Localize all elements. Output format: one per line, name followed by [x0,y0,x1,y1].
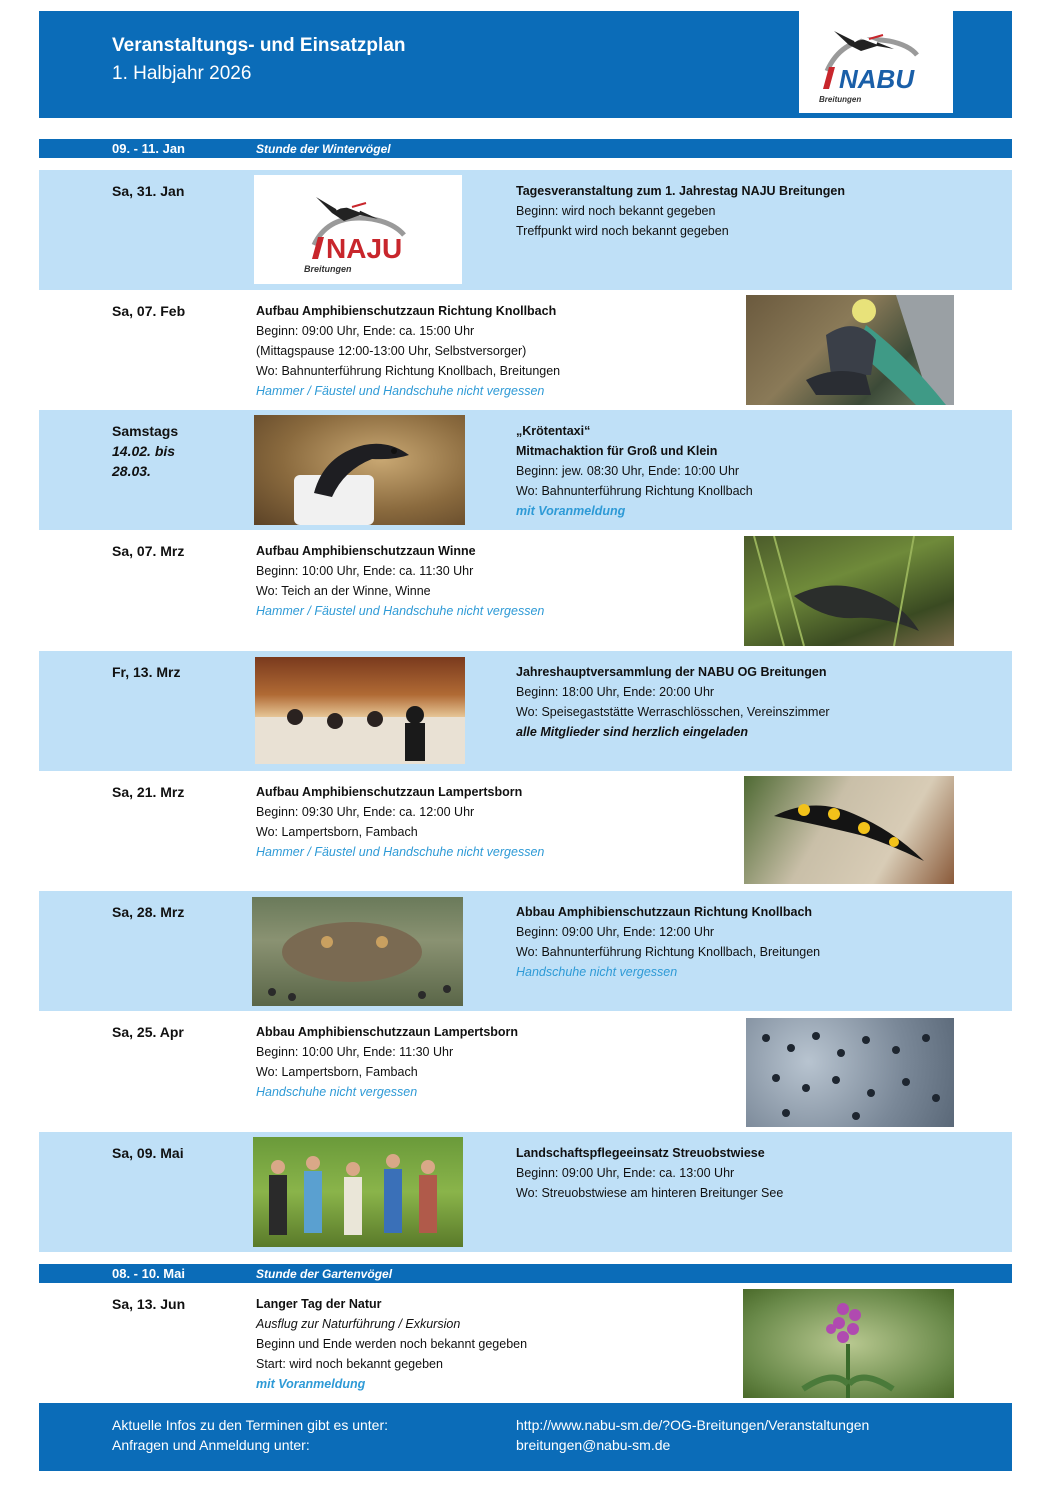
footer-bar [39,1403,1012,1471]
event-note: Hammer / Fäustel und Handschuhe nicht vergessen [256,604,545,618]
stork-logo-icon [799,11,953,113]
event-note: alle Mitglieder sind herzlich eingeladen [516,725,749,739]
highlight-bar-garden [39,1264,1012,1283]
photo-meeting-room [255,657,465,764]
event-date: Sa, 25. Apr [112,1024,184,1040]
event-date: Sa, 13. Jun [112,1296,186,1312]
salamander-icon [744,776,954,884]
nabu-logo [799,11,953,113]
event-line: Wo: Bahnunterführung Richtung Knollbach, Breitungen [516,945,821,959]
svg-text:Breitungen: Breitungen [304,264,352,274]
photo-toads [252,897,463,1006]
footer-labels [112,1415,388,1455]
event-line: Beginn: jew. 08:30 Uhr, Ende: 10:00 Uhr [516,464,740,478]
highlight-bar-winter [39,139,1012,158]
event-date: Sa, 28. Mrz [112,904,185,920]
event-line: Start: wird noch bekannt gegeben [256,1357,443,1371]
event-line: Beginn: 10:00 Uhr, Ende: ca. 11:30 Uhr [256,564,474,578]
event-date: Sa, 07. Mrz [112,543,185,559]
event-details [256,301,560,401]
event-title: Langer Tag der Natur [256,1297,382,1311]
event-line: Beginn: 09:00 Uhr, Ende: ca. 15:00 Uhr [256,324,475,338]
event-note: Handschuhe nicht vergessen [256,1085,418,1099]
photo-volunteers [253,1137,463,1247]
event-line: Beginn: 18:00 Uhr, Ende: 20:00 Uhr [516,685,715,699]
event-line: Beginn: 09:30 Uhr, Ende: ca. 12:00 Uhr [256,805,475,819]
event-note: Handschuhe nicht vergessen [516,965,678,979]
event-line: Beginn: 09:00 Uhr, Ende: ca. 13:00 Uhr [516,1166,735,1180]
event-line: Wo: Bahnunterführung Richtung Knollbach, Breitungen [256,364,561,378]
photo-orchid [743,1289,954,1398]
event-date: Sa, 31. Jan [112,183,185,199]
event-date-to: 28.03. [112,463,151,479]
event-details [516,902,820,982]
event-date: Fr, 13. Mrz [112,664,181,680]
bar-date: 09. - 11. Jan [112,141,185,156]
event-details [516,181,845,241]
bar-title: Stunde der Wintervögel [256,142,391,156]
event-subtitle: Ausflug zur Naturführung / Exkursion [256,1317,461,1331]
event-note: mit Voranmeldung [516,504,626,518]
stork-logo-icon [254,175,462,284]
event-title: „Krötentaxi“ [516,424,591,438]
person-icon [746,295,954,405]
photo-frogspawn [746,1018,954,1127]
event-title: Tagesveranstaltung zum 1. Jahrestag NAJU Breitungen [516,184,846,198]
event-details [516,662,830,742]
event-details [256,1022,518,1102]
photo-newt-grass [744,536,954,646]
footer-info-label: Aktuelle Infos zu den Terminen gibt es unter: [112,1417,389,1433]
event-date-from: 14.02. bis [112,443,176,459]
photo-newt [254,415,465,525]
event-line: Beginn: 09:00 Uhr, Ende: 12:00 Uhr [516,925,715,939]
event-note: mit Voranmeldung [256,1377,366,1391]
event-details [516,1143,783,1203]
event-date: Sa, 21. Mrz [112,784,185,800]
orchid-icon [743,1289,954,1398]
event-title: Aufbau Amphibienschutzzaun Winne [256,544,476,558]
event-line: Wo: Lampertsborn, Fambach [256,825,418,839]
event-details [256,1294,527,1394]
event-date-range [112,421,178,481]
photo-salamander [744,776,954,884]
newt-icon [744,536,954,646]
event-line: Beginn: 10:00 Uhr, Ende: 11:30 Uhr [256,1045,454,1059]
event-line: Beginn: wird noch bekannt gegeben [516,204,716,218]
svg-text:NABU: NABU [839,64,915,94]
frogspawn-icon [746,1018,954,1127]
footer-contact-label: Anfragen und Anmeldung unter: [112,1437,310,1453]
event-title: Abbau Amphibienschutzzaun Lampertsborn [256,1025,519,1039]
newt-icon [254,415,465,525]
svg-text:Breitungen: Breitungen [819,95,862,104]
event-line: Treffpunkt wird noch bekannt gegeben [516,224,729,238]
event-details [516,421,753,521]
people-icon [253,1137,463,1247]
event-line: Wo: Bahnunterführung Richtung Knollbach [516,484,753,498]
event-title: Landschaftspflegeeinsatz Streuobstwiese [516,1146,765,1160]
footer-email-link[interactable]: breitungen@nabu-sm.de [516,1437,671,1453]
event-note: Hammer / Fäustel und Handschuhe nicht vergessen [256,845,545,859]
photo-fence-building [746,295,954,405]
event-details [256,782,544,862]
naju-logo [254,175,462,284]
event-line: Wo: Speisegaststätte Werraschlösschen, Vereinszimmer [516,705,830,719]
event-date: Sa, 09. Mai [112,1145,184,1161]
event-title: Aufbau Amphibienschutzzaun Lampertsborn [256,785,523,799]
event-title: Abbau Amphibienschutzzaun Richtung Knollbach [516,905,813,919]
footer-url-link[interactable]: http://www.nabu-sm.de/?OG-Breitungen/Veranstaltungen [516,1417,870,1433]
toad-icon [252,897,463,1006]
page-title: Veranstaltungs- und Einsatzplan [112,35,406,56]
event-date: Samstags [112,423,179,439]
footer-links [516,1415,869,1455]
event-note: Hammer / Fäustel und Handschuhe nicht vergessen [256,384,545,398]
event-details [256,541,544,621]
page-subtitle: 1. Halbjahr 2026 [112,63,252,84]
event-line: Wo: Streuobstwiese am hinteren Breitunger See [516,1186,784,1200]
event-line: (Mittagspause 12:00-13:00 Uhr, Selbstversorger) [256,344,527,358]
event-line: Wo: Teich an der Winne, Winne [256,584,431,598]
event-subtitle: Mitmachaktion für Groß und Klein [516,444,718,458]
event-date: Sa, 07. Feb [112,303,186,319]
bar-title: Stunde der Gartenvögel [256,1267,393,1281]
event-line: Beginn und Ende werden noch bekannt gegeben [256,1337,528,1351]
event-line: Wo: Lampertsborn, Fambach [256,1065,418,1079]
event-title: Aufbau Amphibienschutzzaun Richtung Knollbach [256,304,557,318]
svg-text:NAJU: NAJU [326,233,403,264]
people-icon [255,657,465,764]
event-title: Jahreshauptversammlung der NABU OG Breitungen [516,665,827,679]
bar-date: 08. - 10. Mai [112,1266,185,1281]
